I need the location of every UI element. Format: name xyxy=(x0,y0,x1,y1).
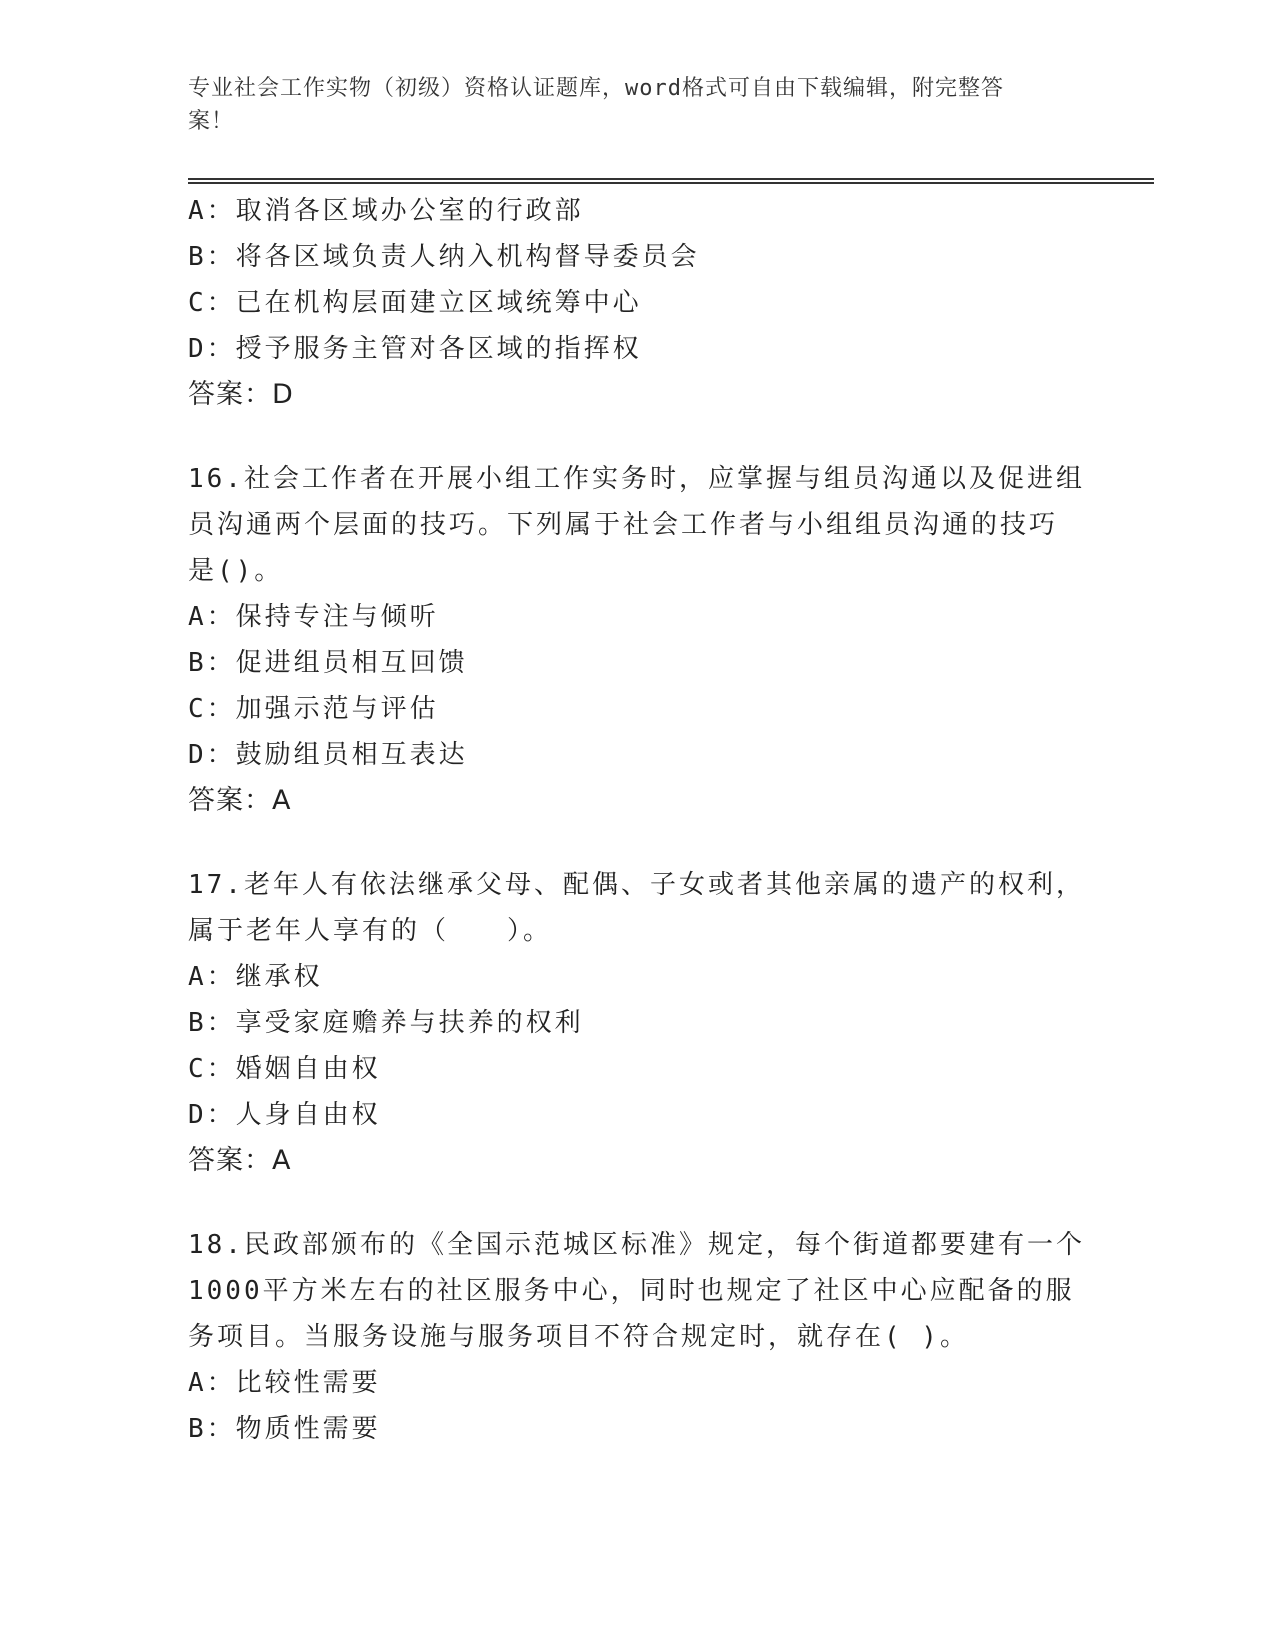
question-text-line: 属于老年人享有的（ ）。 xyxy=(188,916,553,946)
question-text-line: 16.社会工作者在开展小组工作实务时，应掌握与组员沟通以及促进组 xyxy=(188,464,1085,494)
option-a: A：保持专注与倾听 xyxy=(188,602,439,632)
question-text-line: 1000平方米左右的社区服务中心，同时也规定了社区中心应配备的服 xyxy=(188,1276,1075,1306)
answer-line: 答案：A xyxy=(188,785,292,816)
option-c: C：加强示范与评估 xyxy=(188,694,439,724)
spacer xyxy=(188,824,1088,862)
option-d: D：人身自由权 xyxy=(188,1100,381,1130)
header-rule-top xyxy=(188,178,1154,180)
spacer xyxy=(188,418,1088,456)
header-rule-bottom xyxy=(188,182,1154,184)
question-16 xyxy=(188,456,1088,824)
question-text-line: 务项目。当服务设施与服务项目不符合规定时，就存在( )。 xyxy=(188,1322,969,1352)
option-d: D：鼓励组员相互表达 xyxy=(188,740,468,770)
question-text-line: 17.老年人有依法继承父母、配偶、子女或者其他亲属的遗产的权利， xyxy=(188,870,1085,900)
option-b: B：将各区域负责人纳入机构督导委员会 xyxy=(188,242,700,272)
question-17 xyxy=(188,862,1088,1184)
option-d: D：授予服务主管对各区域的指挥权 xyxy=(188,334,642,364)
question-15 xyxy=(188,188,1088,418)
option-b: B：促进组员相互回馈 xyxy=(188,648,468,678)
question-18 xyxy=(188,1222,1088,1452)
question-list xyxy=(188,188,1088,1452)
option-c: C：已在机构层面建立区域统筹中心 xyxy=(188,288,642,318)
spacer xyxy=(188,1184,1088,1222)
option-b: B：物质性需要 xyxy=(188,1414,381,1444)
question-text-line: 是()。 xyxy=(188,556,284,586)
option-a: A：取消各区域办公室的行政部 xyxy=(188,196,584,226)
question-text-line: 员沟通两个层面的技巧。下列属于社会工作者与小组组员沟通的技巧 xyxy=(188,510,1059,540)
header-line-2: 案！ xyxy=(188,109,235,134)
header-line-1: 专业社会工作实物（初级）资格认证题库，word格式可自由下载编辑，附完整答 xyxy=(188,76,1004,101)
document-header xyxy=(188,72,1068,138)
option-a: A：比较性需要 xyxy=(188,1368,381,1398)
answer-line: 答案：A xyxy=(188,1145,292,1176)
option-b: B：享受家庭赡养与扶养的权利 xyxy=(188,1008,584,1038)
option-a: A：继承权 xyxy=(188,962,323,992)
option-c: C：婚姻自由权 xyxy=(188,1054,381,1084)
question-text-line: 18.民政部颁布的《全国示范城区标准》规定，每个街道都要建有一个 xyxy=(188,1230,1085,1260)
answer-line: 答案：D xyxy=(188,379,294,410)
